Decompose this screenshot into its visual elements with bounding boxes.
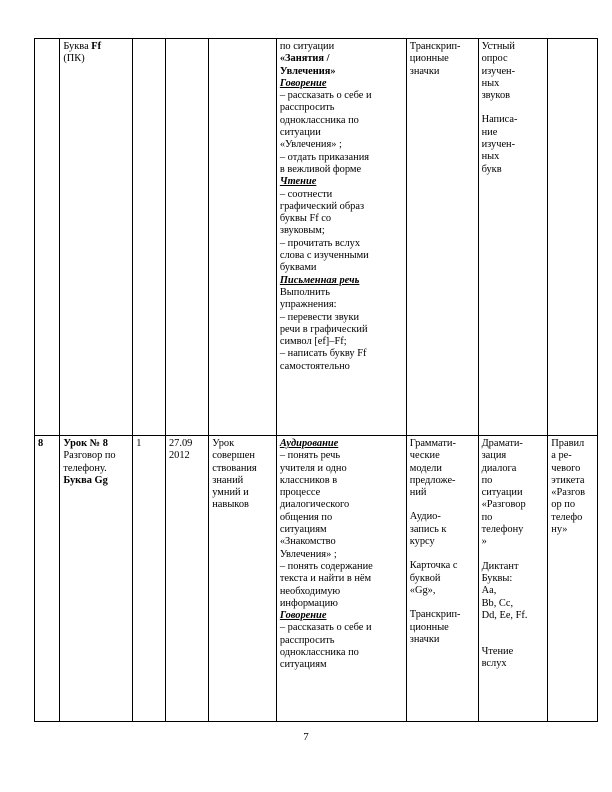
cell-text: Граммати-	[409, 438, 456, 449]
lesson-type-cell	[209, 436, 277, 722]
cell-text: «Gg»,	[409, 584, 436, 596]
cell-text: буквой	[409, 572, 441, 584]
cell-text: 27.09	[168, 438, 193, 449]
table-row	[35, 436, 598, 722]
cell-text: диалогического	[279, 499, 350, 511]
cell-text: Разговор по	[63, 450, 116, 462]
cell-text: Написа-	[481, 114, 518, 126]
cell-text: Увлечения» ;	[279, 548, 337, 560]
cell-text: ситуации	[279, 127, 321, 139]
cell-text: – соотнести	[279, 188, 333, 200]
cell-text: Выполнить	[279, 286, 330, 298]
cell-text: зация	[481, 450, 507, 462]
cell-text: расспросить	[279, 102, 335, 114]
cell-text: буквы Ff со	[279, 213, 332, 225]
cell-text: Чтение	[481, 646, 514, 658]
cell-text: – прочитать вслух	[279, 237, 361, 249]
cell-text: упражнения:	[279, 299, 337, 311]
control-cell	[478, 39, 548, 436]
cell-text: – рассказать о себе и	[279, 622, 372, 634]
cell-text: Буквы:	[481, 572, 513, 584]
cell-text: диалога	[481, 462, 517, 474]
cell-text: одноклассника по	[279, 647, 359, 659]
cell-text: Bb, Cc,	[481, 597, 514, 609]
cell-text: – рассказать о себе и	[279, 90, 372, 102]
cell-text: Диктант	[481, 560, 519, 572]
cell-text: – перевести звуки	[279, 311, 360, 323]
cell-text: ние	[481, 126, 498, 138]
cell-text: чевого	[551, 462, 581, 474]
cell-text: ний	[409, 487, 427, 499]
cell-text: Урок № 8	[63, 438, 108, 449]
cell-text: общения по	[279, 511, 333, 523]
cell-text: ситуациям	[279, 524, 327, 536]
cell-text: Увлечения»	[279, 65, 336, 77]
cell-text: умний и	[212, 487, 249, 499]
date-cell	[165, 436, 208, 722]
lesson-plan-table	[34, 38, 598, 722]
cell-text: Правил	[551, 438, 585, 449]
cell-text: – отдать приказания	[279, 151, 370, 163]
cell-text: речи в графический	[279, 323, 368, 335]
cell-text: букв	[481, 163, 502, 175]
cell-text: одноклассника по	[279, 114, 359, 126]
cell-text: необходимую	[279, 585, 341, 597]
cell-text: модели	[409, 462, 442, 474]
cell-text: значки	[409, 633, 440, 645]
spacer	[482, 549, 545, 561]
cell-text: Урок	[212, 438, 235, 449]
extra-cell	[548, 39, 598, 436]
cell-text: ситуации	[481, 487, 523, 499]
cell-text: ционные	[409, 621, 449, 633]
cell-text: 2012	[168, 450, 190, 462]
cell-text: ор по	[551, 499, 576, 511]
cell-text: телефо	[551, 511, 583, 523]
cell-text: ных	[481, 151, 500, 163]
cell-text: Устный	[481, 41, 515, 52]
cell-text: самостоятельно	[279, 360, 350, 372]
cell-text: слова с изученными	[279, 250, 369, 262]
cell-text: курсу	[409, 536, 435, 548]
cell-text: ческие	[409, 450, 440, 462]
cell-text: «Разговор	[481, 499, 526, 511]
cell-text: 8	[38, 438, 44, 449]
cell-text: Говорение	[279, 610, 327, 622]
cell-text: «Занятия /	[279, 53, 330, 65]
lesson-number-cell	[35, 436, 60, 722]
cell-text: Аудирование	[279, 438, 339, 449]
cell-text: – написать букву Ff	[279, 348, 367, 360]
cell-text: процессе	[279, 487, 321, 499]
cell-text: 1	[136, 438, 142, 449]
cell-text: Буква Ff	[63, 41, 102, 52]
cell-text: а ре-	[551, 450, 572, 462]
lesson-type-cell	[209, 39, 277, 436]
spacer	[410, 597, 475, 609]
spacer	[482, 102, 545, 114]
cell-text: классников в	[279, 474, 338, 486]
cell-text: буквами	[279, 262, 317, 274]
materials-cell	[406, 39, 478, 436]
cell-text: »	[481, 536, 487, 548]
cell-text: изучен-	[481, 139, 516, 151]
table-row	[35, 39, 598, 436]
cell-text: телефону	[481, 524, 524, 536]
cell-text: знаний	[212, 474, 244, 486]
cell-text: Аудио-	[409, 511, 441, 523]
cell-text: графический образ	[279, 200, 365, 212]
cell-text: Письменная речь	[279, 274, 360, 286]
cell-text: изучен-	[481, 65, 516, 77]
cell-text: Транскрип-	[409, 41, 461, 52]
cell-text: запись к	[409, 523, 447, 535]
cell-text: значки	[409, 65, 440, 77]
activities-cell	[276, 39, 406, 436]
cell-text: ствования	[212, 462, 257, 474]
cell-text: – понять речь	[279, 450, 341, 462]
cell-text: совершен	[212, 450, 255, 462]
cell-text: Чтение	[279, 176, 317, 188]
extra-cell	[548, 436, 598, 722]
cell-text: навыков	[212, 499, 249, 511]
cell-text: по	[481, 474, 493, 486]
cell-text: опрос	[481, 53, 508, 65]
lesson-topic-cell	[60, 39, 133, 436]
activities-cell	[276, 436, 406, 722]
cell-text: звуковым;	[279, 225, 325, 237]
hours-cell	[133, 39, 166, 436]
date-cell	[165, 39, 208, 436]
cell-text: ных	[481, 77, 500, 89]
cell-text: звуков	[481, 90, 511, 102]
spacer	[482, 622, 545, 646]
cell-text: вслух	[481, 658, 507, 670]
cell-text: телефону.	[63, 462, 107, 474]
cell-text: Dd, Ee, Ff.	[481, 609, 528, 621]
cell-text: (ПК)	[63, 53, 85, 65]
cell-text: по	[481, 511, 493, 523]
cell-text: Транскрип-	[409, 609, 461, 621]
spacer	[410, 499, 475, 511]
lesson-topic-cell	[60, 436, 133, 722]
cell-text: текста и найти в нём	[279, 573, 372, 585]
control-cell	[478, 436, 548, 722]
cell-text: Карточка с	[409, 560, 458, 572]
cell-text: «Разгов	[551, 487, 586, 499]
cell-text: ну»	[551, 524, 568, 536]
cell-text: в вежливой форме	[279, 163, 362, 175]
cell-text: Драмати-	[481, 438, 523, 449]
lesson-number-cell	[35, 39, 60, 436]
spacer	[410, 548, 475, 560]
page-number: 7	[303, 731, 309, 743]
cell-text: Говорение	[279, 77, 327, 89]
cell-text: Буква Gg	[63, 474, 108, 486]
cell-text: расспросить	[279, 634, 335, 646]
cell-text: Aa,	[481, 585, 497, 597]
cell-text: «Увлечения» ;	[279, 139, 342, 151]
cell-text: «Знакомство	[279, 536, 336, 548]
cell-text: этикета	[551, 474, 585, 486]
cell-text: информацию	[279, 597, 338, 609]
cell-text: ционные	[409, 53, 449, 65]
cell-text: – понять содержание	[279, 560, 373, 572]
cell-text: по ситуации	[279, 41, 335, 52]
cell-text: предложе-	[409, 474, 456, 486]
cell-text: учителя и одно	[279, 462, 347, 474]
cell-text: ситуациям	[279, 659, 327, 671]
hours-cell	[133, 436, 166, 722]
cell-text: символ [ef]–Ff;	[279, 336, 347, 348]
materials-cell	[406, 436, 478, 722]
